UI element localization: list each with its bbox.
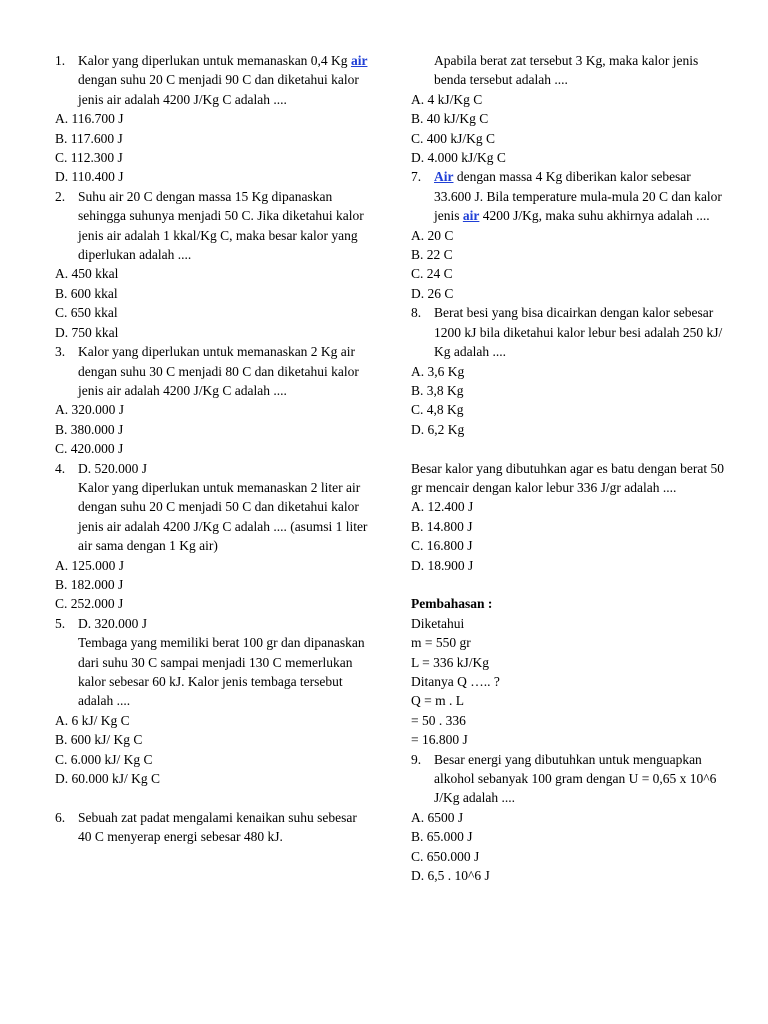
air-link[interactable]: air [462, 208, 480, 224]
option-c: C. 112.300 J [55, 150, 123, 166]
option-d: D. 6,2 Kg [411, 421, 465, 437]
option-c: C. 24 C [411, 266, 453, 282]
option-c: C. 650 kkal [55, 305, 118, 321]
question-text: dengan massa 4 Kg diberikan kalor sebesar 33.600 J. Bila temperature mula-mula 20 C dan kalor jenis [434, 169, 722, 224]
option-c: C. 252.000 J [55, 596, 124, 612]
pembahasan-line: = 50 . 336 [411, 712, 466, 728]
option-c: C. 400 kJ/Kg C [411, 130, 496, 146]
option-b: B. 14.800 J [411, 518, 473, 534]
question-8 [411, 303, 731, 361]
question-text: Kalor yang diperlukan untuk memanaskan 0,4 Kg [78, 53, 351, 68]
question-2 [55, 187, 370, 265]
option-c: C. 4,8 Kg [411, 402, 464, 418]
question-number: 6. [55, 809, 66, 825]
pembahasan-line: Diketahui [411, 615, 465, 631]
question-text: Kalor yang diperlukan untuk memanaskan 2 liter air dengan suhu 20 C menjadi 50 C dan diketahui kalor jenis air adalah 4200 J/Kg C adalah .... (asumsi 1 liter air sama dengan 1 Kg air) [78, 479, 368, 554]
option-c: C. 16.800 J [411, 538, 473, 554]
option-b: B. 3,8 Kg [411, 382, 464, 398]
question-1 [55, 51, 370, 109]
question-ice: Besar kalor yang dibutuhkan agar es batu dengan berat 50 gr mencair dengan kalor lebur 336 J/gr adalah .... [411, 460, 725, 495]
option-d: D. 6,5 . 10^6 J [411, 868, 490, 884]
option-a: A. 450 kkal [55, 266, 119, 282]
option-a: A. 6500 J [411, 809, 464, 825]
question-number: 2. [55, 188, 66, 204]
option-c: C. 6.000 kJ/ Kg C [55, 751, 153, 767]
question-text: Berat besi yang bisa dicairkan dengan kalor sebesar 1200 kJ bila diketahui kalor lebur besi adalah 250 kJ/ Kg adalah .... [434, 305, 723, 360]
question-number: 5. [55, 615, 66, 631]
option-b: B. 117.600 J [55, 130, 123, 146]
option-b: B. 22 C [411, 247, 453, 263]
question-number: 8. [411, 305, 422, 321]
option-d: D. 750 kkal [55, 324, 119, 340]
pembahasan-line: m = 550 gr [411, 635, 471, 651]
question-text: dengan suhu 20 C menjadi 90 C dan diketahui kalor jenis air adalah 4200 J/Kg C adalah .... [78, 72, 359, 107]
option-d: D. 520.000 J [78, 460, 148, 476]
question-text: Besar energi yang dibutuhkan untuk menguapkan alkohol sebanyak 100 gram dengan U = 0,65 x 10^6 J/Kg adalah .... [434, 751, 717, 806]
option-d: D. 4.000 kJ/Kg C [411, 150, 506, 166]
option-b: B. 40 kJ/Kg C [411, 111, 489, 127]
option-b: B. 182.000 J [55, 576, 124, 592]
spacer [411, 575, 731, 594]
pembahasan-title: Pembahasan : [411, 596, 493, 612]
option-c: C. 650.000 J [411, 848, 480, 864]
question-text: Kalor yang diperlukan untuk memanaskan 2 Kg air dengan suhu 30 C menjadi 80 C dan diketahui kalor jenis air adalah 4200 J/Kg C adalah .... [78, 344, 359, 398]
option-a: A. 12.400 J [411, 499, 474, 515]
question-number: 3. [55, 344, 66, 360]
question-number: 7. [411, 169, 422, 185]
spacer [411, 439, 731, 458]
question-text: Tembaga yang memiliki berat 100 gr dan dipanaskan dari suhu 30 C sampai menjadi 130 C memerlukan kalor sebesar 60 kJ. Kalor jenis tembaga tersebut adalah .... [78, 635, 365, 709]
question-6 [55, 808, 370, 847]
question-4 [55, 459, 370, 556]
option-a: A. 20 C [411, 227, 454, 243]
question-number: 1. [55, 53, 66, 68]
spacer [55, 788, 370, 807]
question-text: Suhu air 20 C dengan massa 15 Kg dipanaskan sehingga suhunya menjadi 50 C. Jika diketahui kalor jenis air adalah 1 kkal/Kg C, maka besar kalor yang diperlukan adalah .... [78, 188, 364, 263]
right-column [411, 51, 731, 885]
question-text: 4200 J/Kg, maka suhu akhirnya adalah .... [479, 208, 710, 224]
question-3 [55, 342, 370, 400]
option-d: D. 26 C [411, 285, 454, 301]
option-a: A. 6 kJ/ Kg C [55, 712, 130, 728]
option-a: A. 4 kJ/Kg C [411, 91, 483, 107]
option-b: B. 600 kJ/ Kg C [55, 732, 143, 748]
option-d: D. 60.000 kJ/ Kg C [55, 771, 161, 787]
option-a: A. 320.000 J [55, 402, 125, 418]
pembahasan-line: Ditanya Q ….. ? [411, 673, 500, 689]
pembahasan-line: L = 336 kJ/Kg [411, 654, 489, 670]
left-column [55, 51, 370, 847]
question-9 [411, 750, 731, 808]
option-a: A. 116.700 J [55, 111, 124, 127]
question-5 [55, 614, 370, 711]
option-a: A. 3,6 Kg [411, 363, 465, 379]
option-b: B. 600 kkal [55, 285, 118, 301]
air-link[interactable]: air [350, 53, 368, 68]
question-6-continued: Apabila berat zat tersebut 3 Kg, maka kalor jenis benda tersebut adalah .... [434, 53, 699, 88]
option-d: D. 18.900 J [411, 557, 474, 573]
question-number: 9. [411, 751, 422, 767]
pembahasan-line: Q = m . L [411, 693, 464, 709]
air-link[interactable]: Air [434, 169, 454, 185]
question-7 [411, 167, 731, 225]
option-d: D. 110.400 J [55, 169, 124, 185]
option-b: B. 65.000 J [411, 829, 473, 845]
option-a: A. 125.000 J [55, 557, 125, 573]
question-number: 4. [55, 460, 66, 476]
option-c: C. 420.000 J [55, 441, 124, 457]
pembahasan-line: = 16.800 J [411, 732, 468, 748]
question-text: Sebuah zat padat mengalami kenaikan suhu sebesar 40 C menyerap energi sebesar 480 kJ. [78, 809, 357, 845]
option-d: D. 320.000 J [78, 615, 148, 631]
option-b: B. 380.000 J [55, 421, 124, 437]
